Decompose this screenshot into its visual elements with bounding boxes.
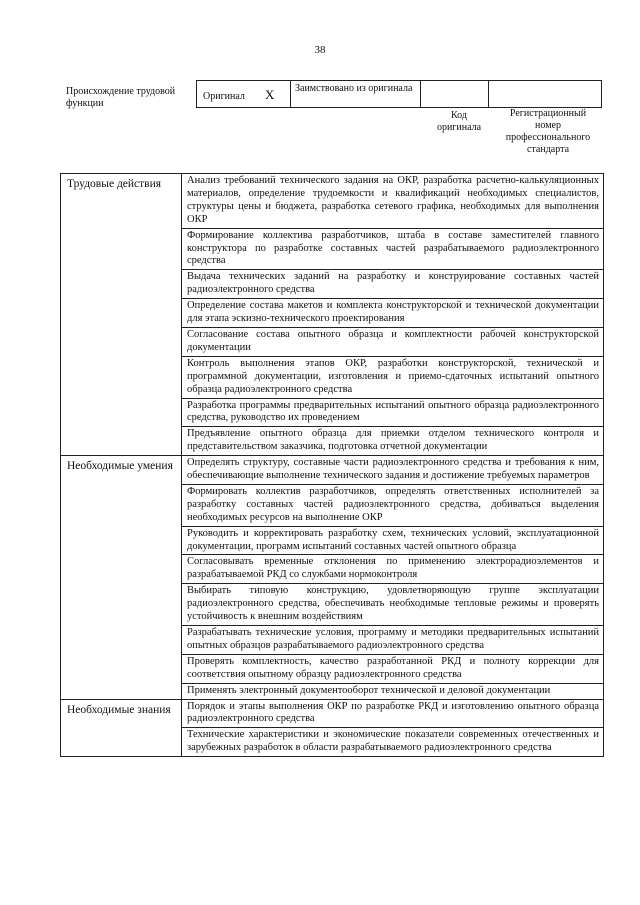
reg-number-caption: Регистрационный номер профессионального стандарта bbox=[505, 108, 591, 155]
borrowed-cell bbox=[291, 81, 421, 107]
list-item: Руководить и корректировать разработку схем, технических условий, эксплуатационной документации, программ испытаний составных частей опытного образца bbox=[182, 527, 603, 556]
original-label: Оригинал bbox=[203, 91, 245, 102]
list-item: Определение состава макетов и комплекта конструкторской и технической документации для этапа эскизно-технического проектирования bbox=[182, 299, 603, 328]
section-row-knowledge bbox=[61, 699, 604, 757]
section-items-skills bbox=[182, 456, 604, 699]
page-number: 38 bbox=[314, 44, 326, 56]
list-item: Анализ требований технического задания на ОКР, разработка расчетно-калькуляционных материалов, определение трудоемкости и квалификаций необходимых специалистов, структуры цены и бюджета, разработка сетевого графика, необходимых для выполнения ОКР bbox=[182, 174, 603, 229]
section-items-actions bbox=[182, 174, 604, 456]
code-cell bbox=[421, 81, 489, 107]
list-item: Применять электронный документооборот технической и деловой документации bbox=[187, 684, 551, 696]
section-items-knowledge bbox=[182, 699, 604, 757]
labor-function-table bbox=[60, 173, 604, 757]
list-item: Порядок и этапы выполнения ОКР по разработке РКД и изготовлению опытного образца радиоэлектронного средства bbox=[182, 700, 603, 729]
list-item: Разработка программы предварительных испытаний опытного образца радиоэлектронного средства, руководство их проведением bbox=[182, 399, 603, 428]
list-item: Разрабатывать технические условия, программу и методики предварительных испытаний опытных образцов разрабатываемого радиоэлектронного средства bbox=[182, 626, 603, 655]
original-mark: X bbox=[265, 87, 275, 102]
list-item: Определять структуру, составные части радиоэлектронного средства и требования к ним, обеспечивающие выполнение технического задания и достижение требуемых параметров bbox=[182, 456, 603, 485]
list-item: Проверять комплектность, качество разработанной РКД и полноту коррекции для соответствия опытному образцу радиоэлектронного средства bbox=[182, 655, 603, 684]
list-item: Технические характеристики и экономические показатели современных отечественных и зарубежных разработок в области разрабатываемого радиоэлектронного средства bbox=[187, 729, 599, 754]
borrowed-label: Заимствовано из оригинала bbox=[295, 83, 413, 94]
origin-label: Происхождение трудовой функции bbox=[66, 86, 176, 109]
list-item: Выдача технических заданий на разработку и конструирование составных частей радиоэлектронного средства bbox=[182, 270, 603, 299]
list-item: Согласование состава опытного образца и комплектности рабочей конструкторской документации bbox=[182, 328, 603, 357]
list-item: Контроль выполнения этапов ОКР, разработки конструкторской, технической и программной документации, изготовления и приемо-сдаточных испытаний опытного образца радиоэлектронного средства bbox=[182, 357, 603, 399]
original-cell bbox=[197, 81, 291, 107]
reg-number-cell bbox=[489, 81, 603, 107]
origin-table bbox=[196, 80, 602, 108]
section-label-actions: Трудовые действия bbox=[61, 174, 182, 456]
section-label-knowledge: Необходимые знания bbox=[61, 699, 182, 757]
section-label-skills: Необходимые умения bbox=[61, 456, 182, 699]
list-item: Предъявление опытного образца для приемки отделом технического контроля и представительством заказчика, подготовка отчетной документации bbox=[187, 428, 599, 453]
list-item: Формировать коллектив разработчиков, определять ответственных исполнителей за разработку составных частей радиоэлектронного средства, добиваться выделения необходимых ресурсов на выполнение ОКР bbox=[182, 485, 603, 527]
list-item: Выбирать типовую конструкцию, удовлетворяющую группе эксплуатации радиоэлектронного средства, обеспечивать необходимые тепловые режимы и проверять устойчивость к внешним воздействиям bbox=[182, 584, 603, 626]
list-item: Формирование коллектива разработчиков, штаба в составе заместителей главного конструктора по разработке составных частей разрабатываемого радиоэлектронного средства bbox=[182, 229, 603, 271]
section-row-actions bbox=[61, 174, 604, 456]
section-row-skills bbox=[61, 456, 604, 699]
list-item: Согласовывать временные отклонения по применению электрорадиоэлементов и разрабатываемой РКД со службами нормоконтроля bbox=[182, 555, 603, 584]
code-caption: Код оригинала bbox=[436, 110, 482, 133]
